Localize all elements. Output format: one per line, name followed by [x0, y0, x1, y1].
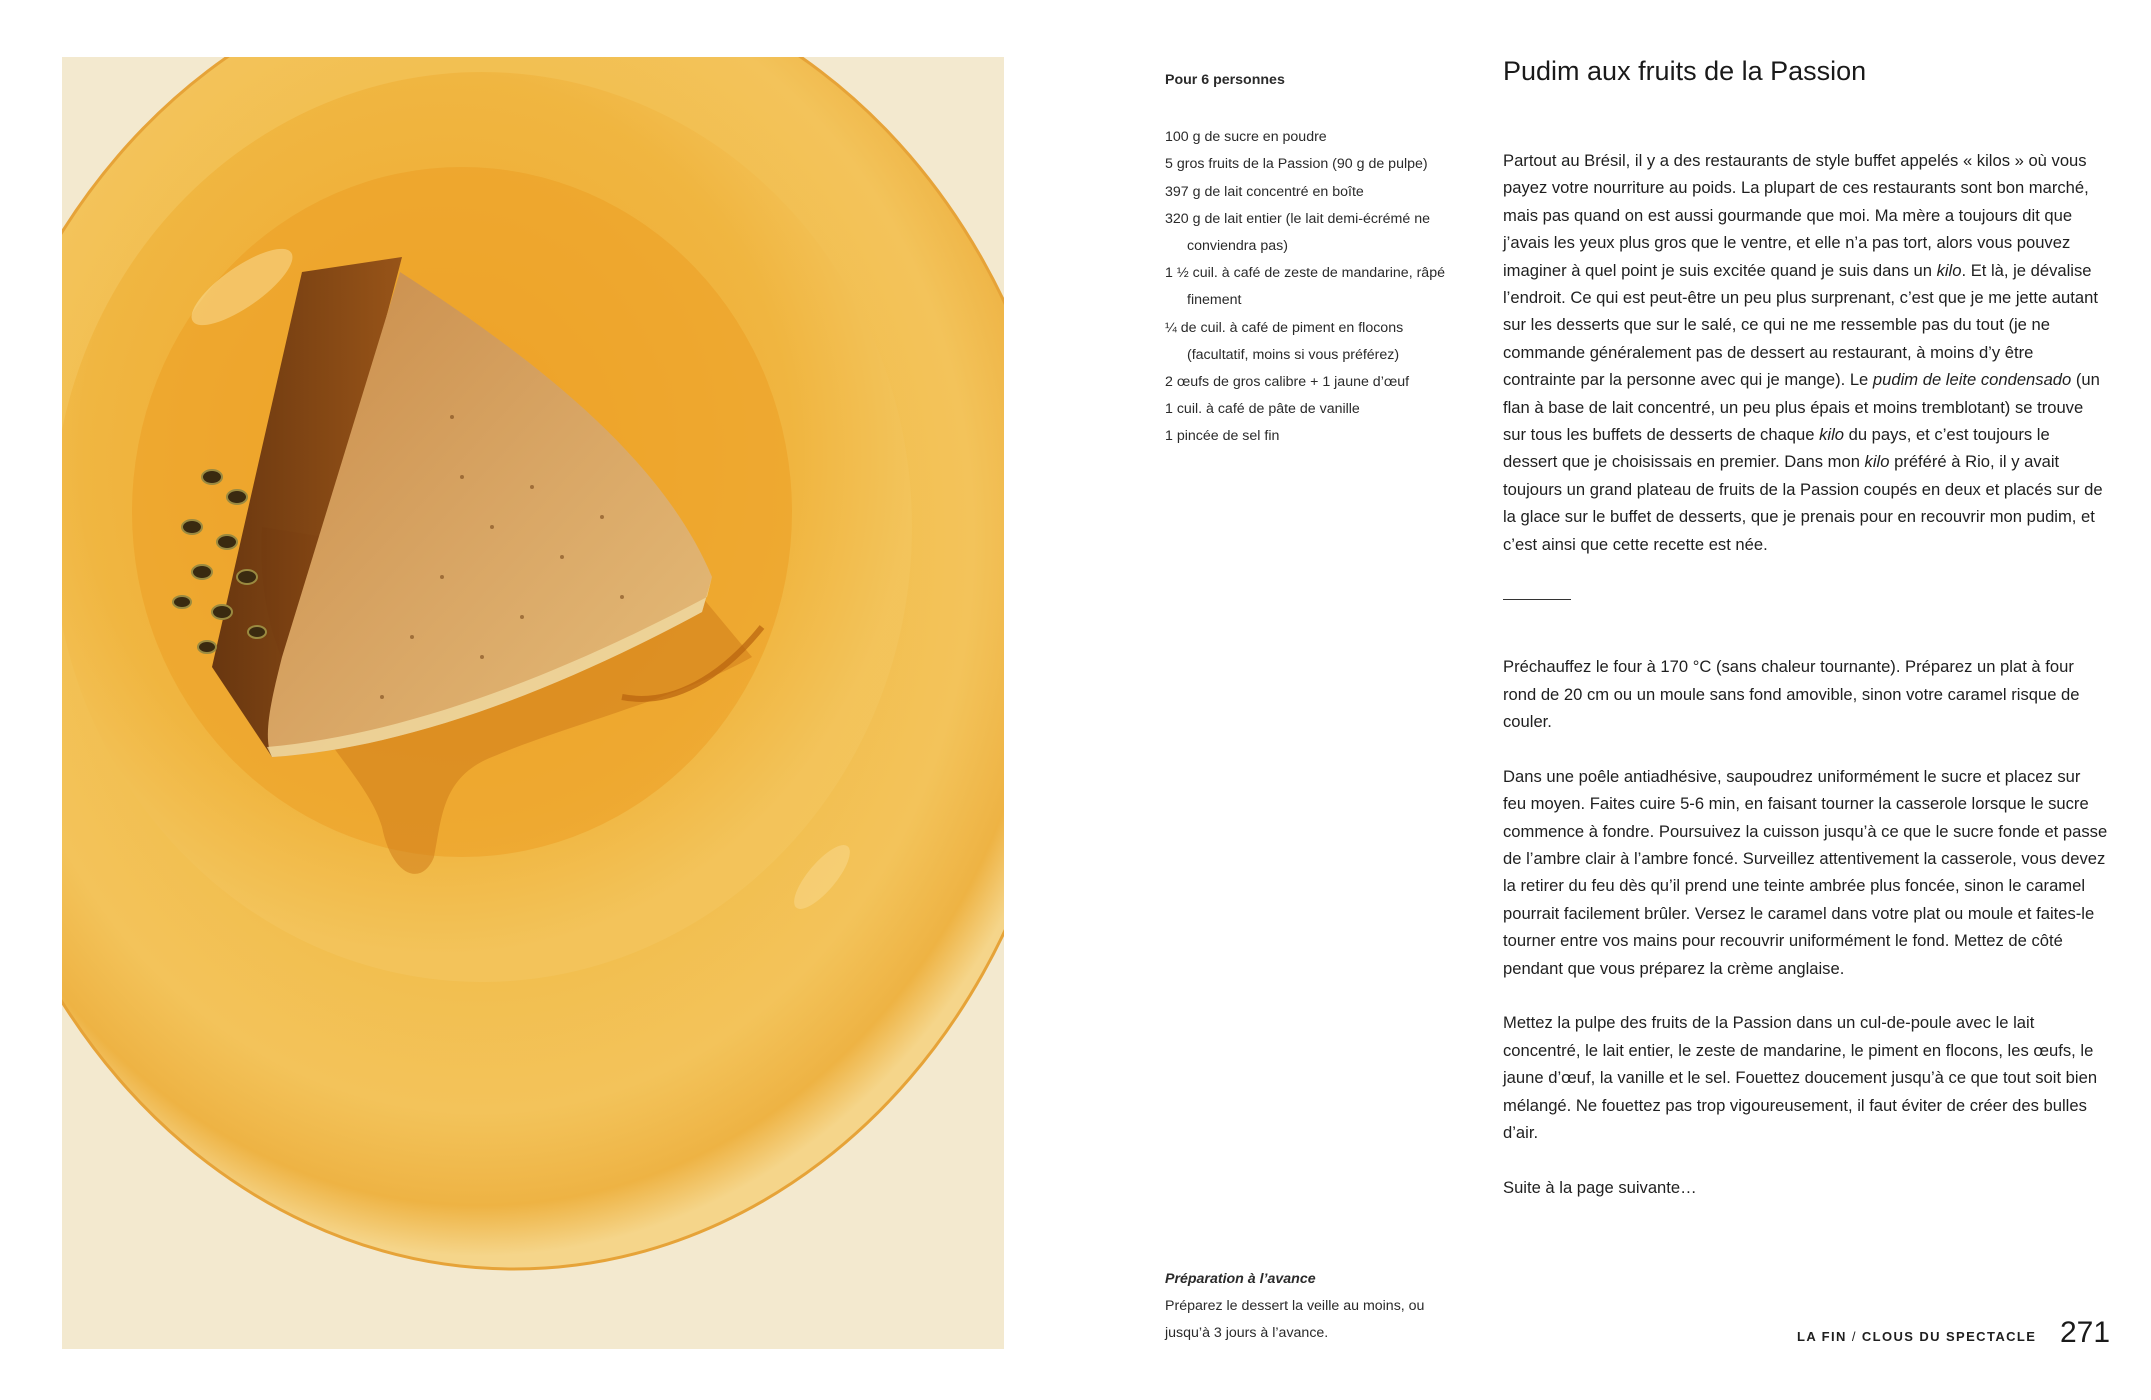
ingredients-column: [1165, 67, 1465, 451]
ingredient-item: 320 g de lait entier (le lait demi-écrémé ne conviendra pas): [1165, 210, 1430, 255]
method-step: Mettez la pulpe des fruits de la Passion dans un cul-de-poule avec le lait concentré, le lait entier, le zeste de mandarine, le piment en flocons, les œufs, le jaune d’œuf, la vanille et le sel. Fouettez doucement jusqu’à ce que tout soit bien mélangé. Ne fouettez pas trop vigoureusement, il faut éviter de créer des bulles d’air.: [1503, 1013, 2098, 1142]
intro-text: (un flan à base de lait concentré, un peu plus épais et moins tremblotant) se trouve sur tous les buffets de desserts de chaque: [1503, 370, 2100, 445]
footer-subsection: CLOUS DU SPECTACLE: [1861, 1329, 2037, 1344]
page-number: 271: [2060, 1316, 2111, 1349]
intro-italic: kilo: [1864, 452, 1890, 472]
intro-italic: kilo: [1936, 260, 1962, 280]
recipe-title: Pudim aux fruits de la Passion: [1503, 56, 1867, 86]
ingredient-item: 1 cuil. à café de pâte de vanille: [1165, 401, 1360, 418]
continued-note: Suite à la page suivante…: [1503, 1177, 1697, 1197]
ingredient-item: ¼ de cuil. à café de piment en flocons (facultatif, moins si vous préférez): [1165, 319, 1404, 363]
intro-text: . Et là, je dévalise l’endroit. Ce qui est peut-être un peu plus surprenant, c’est que je me jette autant sur les desserts que sur le salé, ce qui ne me ressemble pas du tout (je ne commande généralement pas de dessert au restaurant, à moins d’y être contrainte par la personne avec qui je mange). Le: [1503, 260, 2098, 390]
running-footer: [1797, 1329, 2036, 1344]
footer-separator: /: [1846, 1329, 1862, 1344]
method-step: Préchauffez le four à 170 °C (sans chaleur tournante). Préparez un plat à four rond de 20 cm ou un moule sans fond amovible, sinon votre caramel risque de couler.: [1503, 657, 2080, 731]
intro-italic: kilo: [1819, 425, 1844, 445]
ingredient-item: 100 g de sucre en poudre: [1165, 129, 1327, 146]
footer-section: LA FIN: [1797, 1329, 1847, 1344]
servings: Pour 6 personnes: [1165, 72, 1285, 88]
advance-prep-text: Préparez le dessert la veille au moins, ou jusqu’à 3 jours à l’avance.: [1165, 1298, 1425, 1342]
ingredient-list: [1165, 124, 1465, 450]
divider: [1503, 599, 1571, 600]
intro-italic: pudim de leite condensado: [1872, 370, 2072, 390]
ingredient-item: 2 œufs de gros calibre + 1 jaune d’œuf: [1165, 374, 1410, 391]
advance-prep: [1165, 1266, 1465, 1348]
intro-text: du pays, et c’est toujours le dessert que je choisissais en premier. Dans mon: [1503, 425, 2050, 472]
intro-text: Partout au Brésil, il y a des restaurants de style buffet appelés « kilos » où vous payez votre nourriture au poids. La plupart de ces restaurants sont bon marché, mais pas quand on est aussi gourmande que moi. Ma mère a toujours dit que j’avais les yeux plus gros que le ventre, et elle n’a pas tort, alors vous pouvez imaginer à quel point je suis excitée quand je suis dans un: [1503, 151, 2089, 280]
ingredient-item: 1 pincée de sel fin: [1165, 428, 1280, 445]
intro-text: préféré à Rio, il y avait toujours un grand plateau de fruits de la Passion coupés en deux et placés sur de la glace sur le buffet de desserts, que je prenais pour en recouvrir mon pudim, et c’est ainsi que cette recette est née.: [1503, 452, 2103, 554]
method-step: Dans une poêle antiadhésive, saupoudrez uniformément le sucre et placez sur feu moyen. Faites cuire 5-6 min, en faisant tourner la casserole lorsque le sucre commence à fondre. Poursuivez la cuisson jusqu’à ce que le sucre fonde et passe de l’ambre clair à l’ambre foncé. Surveillez attentivement la casserole, vous devez la retirer du feu dès qu’il prend une teinte ambrée plus foncée, sinon le caramel pourrait facilement brûler. Versez le caramel dans votre plat ou moule et faites-le tourner entre vos mains pour recouvrir uniformément le fond. Mettez de côté pendant que vous préparez la crème anglaise.: [1503, 766, 2108, 978]
recipe-body: [1503, 147, 2108, 1201]
ingredient-item: 5 gros fruits de la Passion (90 g de pulpe): [1165, 156, 1428, 173]
plate-illustration: [62, 57, 1004, 1349]
ingredient-item: 397 g de lait concentré en boîte: [1165, 183, 1364, 200]
ingredient-item: 1 ½ cuil. à café de zeste de mandarine, râpé finement: [1165, 265, 1445, 309]
advance-prep-title: Préparation à l’avance: [1165, 1271, 1316, 1287]
pudim-photo: [62, 57, 1004, 1349]
intro-paragraph: [1503, 147, 2108, 558]
